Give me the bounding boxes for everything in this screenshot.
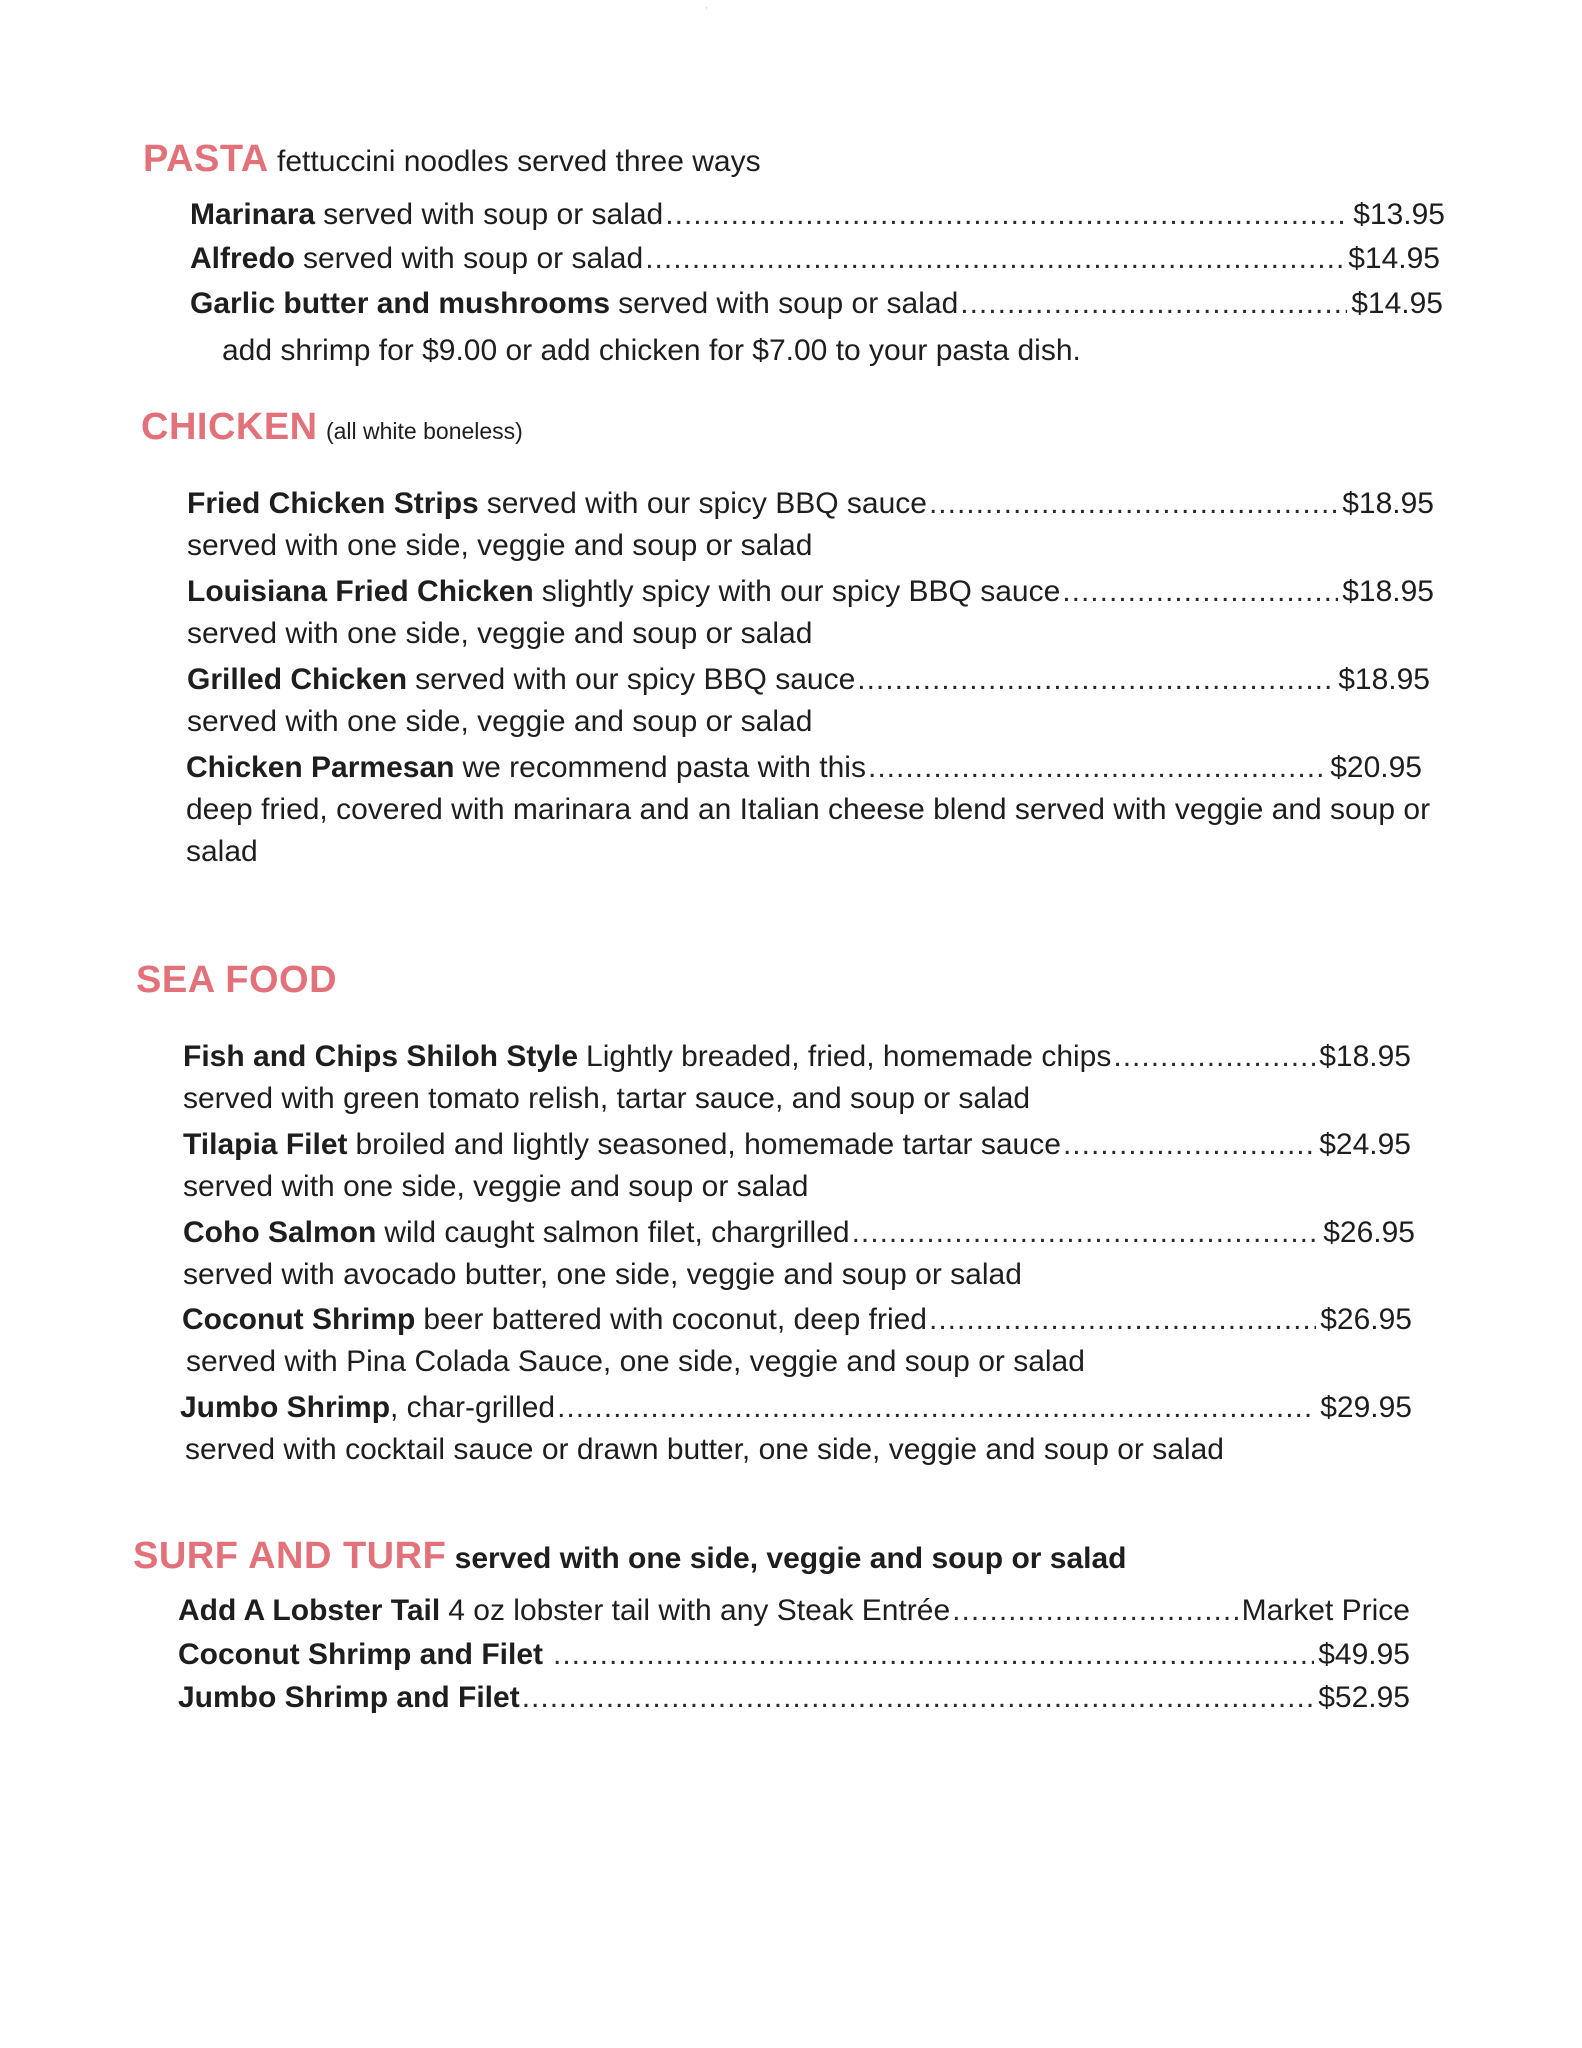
menu-item-jumbo-shrimp [180, 1387, 1412, 1471]
section-subtitle-pasta: fettuccini noodles served three ways [277, 145, 761, 178]
menu-item-alfredo [190, 238, 1440, 280]
item-description: beer battered with coconut, deep fried [423, 1303, 927, 1336]
item-description: served with soup or salad [323, 198, 664, 231]
dot-leader [952, 1590, 1237, 1632]
dot-leader [868, 747, 1326, 789]
item-name: Alfredo [190, 242, 295, 275]
menu-item-fried-chicken-strips [187, 483, 1434, 567]
dot-leader [857, 659, 1334, 701]
menu-item-fish-and-chips [183, 1036, 1411, 1120]
item-name: Fish and Chips Shiloh Style [183, 1040, 579, 1073]
item-name: Coho Salmon [183, 1216, 377, 1249]
dot-leader [645, 238, 1344, 280]
item-name: Fried Chicken Strips [187, 487, 479, 520]
section-title-seafood: SEA FOOD [136, 959, 338, 1001]
dot-leader [553, 1634, 1314, 1676]
item-price: $24.95 [1319, 1128, 1411, 1161]
item-description: , char-grilled [390, 1391, 556, 1424]
item-note: served with green tomato relish, tartar sauce, and soup or salad [183, 1082, 1031, 1115]
item-description: slightly spicy with our spicy BBQ sauce [541, 575, 1061, 608]
item-note: served with avocado butter, one side, veggie and soup or salad [183, 1258, 1022, 1291]
item-name: Jumbo Shrimp and Filet [178, 1681, 520, 1714]
item-name: Garlic butter and mushrooms [190, 287, 611, 320]
item-price: $20.95 [1330, 751, 1422, 784]
item-price: $18.95 [1338, 663, 1430, 696]
item-note: served with cocktail sauce or drawn butter, one side, veggie and soup or salad [185, 1433, 1224, 1466]
item-note: served with Pina Colada Sauce, one side, veggie and soup or salad [186, 1345, 1085, 1378]
item-price: $14.95 [1351, 287, 1443, 320]
dot-leader [852, 1212, 1320, 1254]
item-note: served with one side, veggie and soup or salad [187, 705, 813, 738]
seafood-header [136, 959, 337, 1004]
section-subtitle-surf-and-turf: served with one side, veggie and soup or salad [454, 1542, 1127, 1575]
item-description: Lightly breaded, fried, homemade chips [586, 1040, 1112, 1073]
item-description: served with soup or salad [618, 287, 959, 320]
menu-item-tilapia-filet [183, 1124, 1411, 1208]
item-price: $49.95 [1318, 1638, 1410, 1671]
menu-item-louisiana-fried-chicken [187, 571, 1434, 655]
item-name: Marinara [190, 198, 316, 231]
item-description: served with soup or salad [303, 242, 644, 275]
item-description: served with our spicy BBQ sauce [486, 487, 927, 520]
item-note: served with one side, veggie and soup or salad [187, 617, 813, 650]
item-note: served with one side, veggie and soup or salad [183, 1170, 809, 1203]
menu-item-coho-salmon [183, 1212, 1415, 1296]
item-price: $14.95 [1348, 242, 1440, 275]
menu-item-jumbo-shrimp-and-filet [178, 1677, 1410, 1719]
item-description: 4 oz lobster tail with any Steak Entrée [448, 1594, 951, 1627]
item-name: Add A Lobster Tail [178, 1594, 441, 1627]
item-price: $18.95 [1342, 575, 1434, 608]
item-name: Tilapia Filet [183, 1128, 348, 1161]
menu-item-coconut-shrimp [182, 1299, 1412, 1383]
section-subtitle-chicken: (all white boneless) [325, 418, 523, 444]
dot-leader [557, 1387, 1316, 1429]
menu-item-add-lobster-tail [178, 1590, 1410, 1632]
item-name: Grilled Chicken [187, 663, 408, 696]
dot-leader [1113, 1036, 1315, 1078]
section-title-pasta: PASTA [143, 138, 269, 180]
dot-leader [1062, 571, 1338, 613]
item-note: served with one side, veggie and soup or salad [187, 529, 813, 562]
item-price: $18.95 [1342, 487, 1434, 520]
pasta-addon-note: add shrimp for $9.00 or add chicken for $7.00 to your pasta dish. [222, 334, 1081, 367]
item-note: deep fried, covered with marinara and an Italian cheese blend served with veggie and soup or salad [186, 793, 1431, 868]
item-price: $26.95 [1320, 1303, 1412, 1336]
pasta-header [143, 138, 761, 183]
item-price: $13.95 [1353, 198, 1445, 231]
dot-leader [929, 483, 1338, 525]
item-price: $18.95 [1319, 1040, 1411, 1073]
item-price: $29.95 [1320, 1391, 1412, 1424]
item-description: served with our spicy BBQ sauce [415, 663, 856, 696]
item-description: we recommend pasta with this [462, 751, 866, 784]
item-price: $52.95 [1318, 1681, 1410, 1714]
scan-speck: , [705, 0, 708, 11]
chicken-header [141, 406, 523, 452]
dot-leader [1063, 1124, 1315, 1166]
menu-item-garlic-butter [190, 283, 1443, 325]
dot-leader [522, 1677, 1315, 1719]
item-description: wild caught salmon filet, chargrilled [384, 1216, 850, 1249]
menu-item-coconut-shrimp-and-filet [178, 1634, 1410, 1676]
dot-leader [929, 1299, 1316, 1341]
item-name: Louisiana Fried Chicken [187, 575, 534, 608]
item-price: $26.95 [1323, 1216, 1415, 1249]
section-title-surf-and-turf: SURF AND TURF [133, 1535, 447, 1577]
menu-item-marinara [190, 194, 1445, 236]
item-price: Market Price [1241, 1594, 1410, 1627]
item-name: Coconut Shrimp [182, 1303, 416, 1336]
section-title-chicken: CHICKEN [141, 406, 318, 448]
dot-leader [665, 194, 1349, 236]
item-name: Jumbo Shrimp [180, 1391, 391, 1424]
surf-and-turf-header [133, 1535, 1127, 1580]
item-name: Coconut Shrimp and Filet [178, 1638, 543, 1671]
menu-item-chicken-parmesan [186, 747, 1448, 873]
menu-item-grilled-chicken [187, 659, 1430, 743]
dot-leader [960, 283, 1347, 325]
item-description: broiled and lightly seasoned, homemade tartar sauce [355, 1128, 1061, 1161]
item-name: Chicken Parmesan [186, 751, 455, 784]
